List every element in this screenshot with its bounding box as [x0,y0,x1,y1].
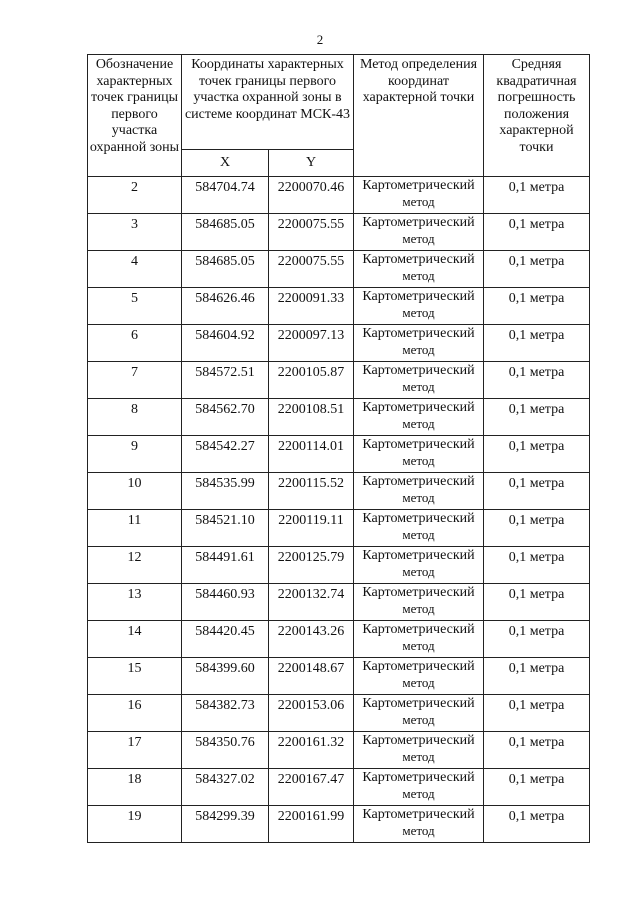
point-number-cell: 7 [88,362,182,399]
coordinates-table [87,54,590,843]
y-coordinate-cell: 2200097.13 [269,325,354,362]
table-row [88,547,590,584]
accuracy-cell: 0,1 метра [484,399,590,436]
method-line-2: метод [402,453,435,468]
x-coordinate-cell: 584382.73 [182,695,269,732]
accuracy-cell: 0,1 метра [484,436,590,473]
accuracy-cell: 0,1 метра [484,510,590,547]
method-line-2: метод [402,749,435,764]
method-line-2: метод [402,564,435,579]
method-line-1: Картометрический [362,252,475,267]
point-number-cell: 17 [88,732,182,769]
point-number-cell: 2 [88,177,182,214]
method-line-2: метод [402,490,435,505]
method-line-1: Картометрический [362,622,475,637]
y-coordinate-cell: 2200167.47 [269,769,354,806]
point-number-cell: 4 [88,251,182,288]
method-line-2: метод [402,416,435,431]
accuracy-cell: 0,1 метра [484,325,590,362]
point-number-cell: 14 [88,621,182,658]
x-coordinate-cell: 584399.60 [182,658,269,695]
header-x: X [182,150,269,177]
method-cell [354,584,484,621]
method-line-2: метод [402,601,435,616]
y-coordinate-cell: 2200115.52 [269,473,354,510]
y-coordinate-cell: 2200075.55 [269,214,354,251]
point-number-cell: 13 [88,584,182,621]
header-point-designation: Обозначение характерных точек границы первого участка охранной зоны [88,55,182,177]
point-number-cell: 6 [88,325,182,362]
accuracy-cell: 0,1 метра [484,547,590,584]
method-cell [354,177,484,214]
method-line-1: Картометрический [362,215,475,230]
method-line-2: метод [402,305,435,320]
accuracy-cell: 0,1 метра [484,658,590,695]
method-line-1: Картометрический [362,400,475,415]
method-line-2: метод [402,823,435,838]
point-number-cell: 15 [88,658,182,695]
method-line-1: Картометрический [362,474,475,489]
y-coordinate-cell: 2200091.33 [269,288,354,325]
table-row [88,621,590,658]
table-row [88,362,590,399]
table-row [88,584,590,621]
accuracy-cell: 0,1 метра [484,732,590,769]
y-coordinate-cell: 2200119.11 [269,510,354,547]
method-line-2: метод [402,675,435,690]
method-line-1: Картометрический [362,548,475,563]
method-cell [354,695,484,732]
method-line-1: Картометрический [362,289,475,304]
x-coordinate-cell: 584542.27 [182,436,269,473]
point-number-cell: 19 [88,806,182,843]
accuracy-cell: 0,1 метра [484,695,590,732]
table-row [88,510,590,547]
method-line-1: Картометрический [362,437,475,452]
x-coordinate-cell: 584420.45 [182,621,269,658]
method-cell [354,732,484,769]
y-coordinate-cell: 2200153.06 [269,695,354,732]
point-number-cell: 12 [88,547,182,584]
method-line-2: метод [402,268,435,283]
y-coordinate-cell: 2200143.26 [269,621,354,658]
accuracy-cell: 0,1 метра [484,584,590,621]
accuracy-cell: 0,1 метра [484,177,590,214]
y-coordinate-cell: 2200161.32 [269,732,354,769]
method-line-1: Картометрический [362,733,475,748]
method-line-2: метод [402,194,435,209]
method-cell [354,510,484,547]
accuracy-cell: 0,1 метра [484,621,590,658]
y-coordinate-cell: 2200114.01 [269,436,354,473]
y-coordinate-cell: 2200108.51 [269,399,354,436]
point-number-cell: 16 [88,695,182,732]
header-method: Метод определения координат характерной точки [354,55,484,177]
table-row [88,251,590,288]
x-coordinate-cell: 584521.10 [182,510,269,547]
method-cell [354,251,484,288]
header-accuracy: Средняя квадратичная погрешность положения характерной точки [484,55,590,177]
y-coordinate-cell: 2200075.55 [269,251,354,288]
method-cell [354,436,484,473]
method-cell [354,806,484,843]
method-cell [354,473,484,510]
accuracy-cell: 0,1 метра [484,251,590,288]
y-coordinate-cell: 2200070.46 [269,177,354,214]
accuracy-cell: 0,1 метра [484,214,590,251]
accuracy-cell: 0,1 метра [484,473,590,510]
page-number: 2 [316,32,324,47]
y-coordinate-cell: 2200148.67 [269,658,354,695]
method-line-2: метод [402,638,435,653]
method-line-1: Картометрический [362,326,475,341]
method-cell [354,362,484,399]
point-number-cell: 8 [88,399,182,436]
table-row [88,325,590,362]
method-cell [354,547,484,584]
method-cell [354,325,484,362]
accuracy-cell: 0,1 метра [484,769,590,806]
y-coordinate-cell: 2200132.74 [269,584,354,621]
method-line-1: Картометрический [362,585,475,600]
method-line-1: Картометрический [362,696,475,711]
method-line-1: Картометрический [362,178,475,193]
method-line-2: метод [402,786,435,801]
table-row [88,732,590,769]
method-cell [354,658,484,695]
table-row [88,695,590,732]
x-coordinate-cell: 584685.05 [182,251,269,288]
table-row [88,399,590,436]
table-body [88,177,590,843]
point-number-cell: 11 [88,510,182,547]
method-line-2: метод [402,342,435,357]
x-coordinate-cell: 584685.05 [182,214,269,251]
method-line-2: метод [402,379,435,394]
accuracy-cell: 0,1 метра [484,288,590,325]
method-cell [354,288,484,325]
y-coordinate-cell: 2200161.99 [269,806,354,843]
method-line-1: Картометрический [362,659,475,674]
x-coordinate-cell: 584562.70 [182,399,269,436]
method-cell [354,214,484,251]
x-coordinate-cell: 584626.46 [182,288,269,325]
x-coordinate-cell: 584299.39 [182,806,269,843]
table-row [88,806,590,843]
point-number-cell: 3 [88,214,182,251]
table-row [88,177,590,214]
method-line-1: Картометрический [362,363,475,378]
header-y: Y [269,150,354,177]
method-cell [354,399,484,436]
table-row [88,288,590,325]
point-number-cell: 10 [88,473,182,510]
method-line-2: метод [402,231,435,246]
table-row [88,214,590,251]
method-line-1: Картометрический [362,511,475,526]
x-coordinate-cell: 584350.76 [182,732,269,769]
header-coordinates: Координаты характерных точек границы первого участка охранной зоны в системе координат МСК-43 [182,55,354,150]
x-coordinate-cell: 584535.99 [182,473,269,510]
method-cell [354,621,484,658]
y-coordinate-cell: 2200125.79 [269,547,354,584]
y-coordinate-cell: 2200105.87 [269,362,354,399]
table-row [88,473,590,510]
point-number-cell: 5 [88,288,182,325]
table-row [88,769,590,806]
x-coordinate-cell: 584491.61 [182,547,269,584]
method-line-2: метод [402,712,435,727]
method-line-1: Картометрический [362,807,475,822]
x-coordinate-cell: 584572.51 [182,362,269,399]
x-coordinate-cell: 584604.92 [182,325,269,362]
method-line-2: метод [402,527,435,542]
x-coordinate-cell: 584327.02 [182,769,269,806]
accuracy-cell: 0,1 метра [484,362,590,399]
method-line-1: Картометрический [362,770,475,785]
x-coordinate-cell: 584460.93 [182,584,269,621]
accuracy-cell: 0,1 метра [484,806,590,843]
table-row [88,658,590,695]
table-row [88,436,590,473]
point-number-cell: 9 [88,436,182,473]
method-cell [354,769,484,806]
point-number-cell: 18 [88,769,182,806]
x-coordinate-cell: 584704.74 [182,177,269,214]
